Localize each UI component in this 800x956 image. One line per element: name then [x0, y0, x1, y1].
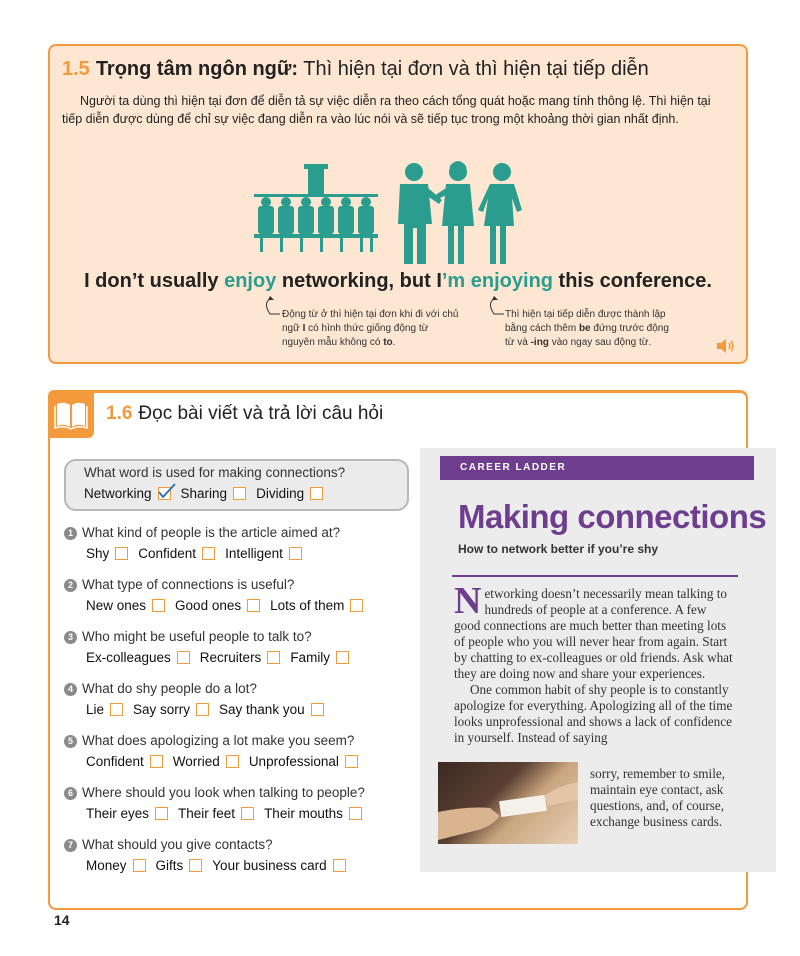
checkbox[interactable]	[196, 703, 209, 716]
question-text: What should you give contacts?	[82, 837, 273, 852]
checkbox[interactable]	[115, 547, 128, 560]
checkbox[interactable]	[150, 755, 163, 768]
title-rest: Thì hiện tại đơn và thì hiện tại tiếp diễn	[298, 58, 649, 80]
section-1-5-body: Người ta dùng thì hiện tại đơn để diễn tả sự việc diễn ra theo cách tổng quát hoặc mang tính thông lệ. Thì hiện tại tiếp diễn được dùng để chỉ sự việc đang diễn ra vào lúc nói và sẽ tiếp tục trong một khoảng thời gian nhất định.	[62, 94, 711, 126]
speaker-icon[interactable]	[716, 338, 736, 354]
book-icon	[48, 390, 94, 438]
question-number: 5	[64, 735, 77, 748]
option-networking[interactable]: Networking	[84, 486, 171, 501]
answer-option[interactable]: Worried	[173, 754, 239, 769]
person-woman-2	[478, 163, 522, 264]
answer-option[interactable]: Their mouths	[264, 806, 362, 821]
checkbox[interactable]	[267, 651, 280, 664]
checkbox[interactable]	[155, 807, 168, 820]
section-1-5-title	[62, 58, 649, 81]
answer-option[interactable]: Shy	[86, 546, 128, 561]
checkbox[interactable]	[177, 651, 190, 664]
checkmark-icon	[157, 483, 177, 499]
checkbox[interactable]	[336, 651, 349, 664]
example-simple-verb: enjoy	[224, 270, 277, 292]
article-headline: Making connections	[458, 498, 767, 535]
question-text: What type of connections is useful?	[82, 577, 295, 592]
question-number: 1	[64, 527, 77, 540]
answer-option[interactable]: Family	[290, 650, 349, 665]
question-7	[64, 837, 424, 873]
answer-option[interactable]: Ex-colleagues	[86, 650, 190, 665]
question-2	[64, 577, 424, 613]
question-number: 2	[64, 579, 77, 592]
audience-seats	[254, 197, 378, 252]
answer-option[interactable]: Their feet	[178, 806, 254, 821]
example-question-text: What word is used for making connections?	[84, 465, 346, 480]
answer-option[interactable]: Their eyes	[86, 806, 168, 821]
person-man	[398, 163, 442, 264]
question-text: What kind of people is the article aimed at?	[82, 525, 341, 540]
answer-option[interactable]: Say thank you	[219, 702, 324, 717]
answer-option[interactable]: Intelligent	[225, 546, 302, 561]
page-number: 14	[54, 912, 70, 928]
checkbox[interactable]	[202, 547, 215, 560]
person-woman	[434, 161, 474, 264]
example-continuous-verb: ’m enjoying	[441, 270, 553, 292]
business-card-photo	[438, 762, 578, 844]
question-3	[64, 629, 424, 665]
question-5	[64, 733, 424, 769]
checkbox[interactable]	[349, 807, 362, 820]
example-part1: I don’t usually	[84, 270, 225, 292]
drop-cap: N	[454, 580, 482, 622]
answer-option[interactable]: Money	[86, 858, 146, 873]
question-1	[64, 525, 424, 561]
question-6	[64, 785, 424, 821]
note-present-continuous: Thì hiện tại tiếp diễn được thành lập bằng cách thêm be đứng trước động từ và -ing vào ngay sau động từ.	[505, 309, 669, 348]
checkbox[interactable]	[110, 703, 123, 716]
checkbox[interactable]	[247, 599, 260, 612]
conference-illustration	[250, 158, 550, 270]
checkbox[interactable]	[350, 599, 363, 612]
answer-option[interactable]: Lots of them	[270, 598, 363, 613]
article-subhead: How to network better if you’re shy	[458, 542, 659, 556]
checkbox[interactable]	[133, 859, 146, 872]
option-sharing[interactable]: Sharing	[181, 486, 247, 501]
option-dividing[interactable]: Dividing	[256, 486, 323, 501]
answer-option[interactable]: Your business card	[212, 858, 345, 873]
answer-option[interactable]: Say sorry	[133, 702, 209, 717]
checkbox[interactable]	[189, 859, 202, 872]
answer-option[interactable]: New ones	[86, 598, 165, 613]
question-number: 3	[64, 631, 77, 644]
example-part5: this conference.	[553, 270, 712, 292]
article-paragraph-1: etworking doesn’t necessarily mean talking to hundreds of people at a conference. A few good connections are much better than meeting lots of people who you will never hear from again. Start by chatting to ex-colleagues or old friends. Ask what they are doing now and share your experiences.	[454, 586, 733, 681]
checkbox[interactable]	[152, 599, 165, 612]
career-ladder-tag: CAREER LADDER	[440, 456, 754, 480]
checkbox-checked[interactable]	[158, 487, 171, 500]
checkbox[interactable]	[345, 755, 358, 768]
answer-option[interactable]: Good ones	[175, 598, 260, 613]
checkbox[interactable]	[226, 755, 239, 768]
example-options	[84, 486, 333, 501]
example-part3: networking, but I	[276, 270, 442, 292]
checkbox[interactable]	[241, 807, 254, 820]
answer-option[interactable]: Gifts	[156, 858, 203, 873]
article-paragraph-2-end: sorry, remember to smile, maintain eye contact, ask questions, and, of course, exchange business cards.	[590, 766, 726, 829]
question-number: 6	[64, 787, 77, 800]
question-text: Who might be useful people to talk to?	[82, 629, 312, 644]
note-simple-present: Động từ ở thì hiện tại đơn khi đi với chủ ngữ I có hình thức giống động từ nguyên mẫu không có to.	[282, 309, 459, 348]
stage-line	[254, 194, 378, 197]
example-sentence	[50, 270, 746, 293]
section-1-6-title	[106, 403, 383, 425]
answer-option[interactable]: Lie	[86, 702, 123, 717]
answer-option[interactable]: Unprofessional	[249, 754, 358, 769]
language-focus-panel	[48, 44, 748, 364]
checkbox[interactable]	[333, 859, 346, 872]
question-4	[64, 681, 424, 717]
arrow-left-icon	[258, 296, 284, 318]
section-number: 1.6	[106, 403, 133, 424]
title-bold: Trọng tâm ngôn ngữ:	[95, 58, 299, 80]
checkbox[interactable]	[289, 547, 302, 560]
checkbox[interactable]	[311, 703, 324, 716]
podium	[308, 168, 324, 194]
question-text: What does apologizing a lot make you seem?	[82, 733, 355, 748]
article-divider	[452, 575, 738, 577]
article-paragraph-2: One common habit of shy people is to constantly apologize for everything. Apologizing all of the time looks unprofessional and shows a lack of confidence in yourself. Instead of saying	[454, 682, 733, 745]
section-number: 1.5	[62, 58, 90, 80]
article-clipping	[420, 448, 776, 872]
answer-option[interactable]: Confident	[138, 546, 215, 561]
question-text: What do shy people do a lot?	[82, 681, 257, 696]
checkbox[interactable]	[310, 487, 323, 500]
article-body	[454, 580, 734, 746]
answer-option[interactable]: Recruiters	[200, 650, 281, 665]
checkbox[interactable]	[233, 487, 246, 500]
example-question	[64, 459, 409, 511]
question-text: Where should you look when talking to people?	[82, 785, 365, 800]
section-title: Đọc bài viết và trả lời câu hỏi	[138, 403, 384, 424]
question-number: 4	[64, 683, 77, 696]
question-number: 7	[64, 839, 77, 852]
answer-option[interactable]: Confident	[86, 754, 163, 769]
